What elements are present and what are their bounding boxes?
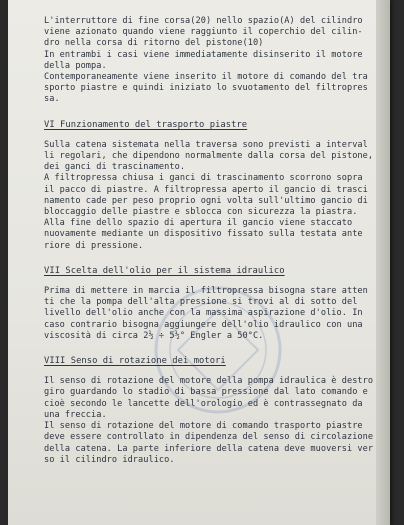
- text-line: Sulla catena sistemata nella traversa sono previsti a interval: [44, 139, 368, 150]
- text-line: Alla fine dello spazio di apertura il gancio viene staccato: [44, 218, 353, 229]
- text-line: dro nella corsa di ritorno del pistone(10): [44, 38, 264, 49]
- text-line: li regolari, che dipendono normalmente dalla corsa del pistone,: [44, 151, 374, 162]
- section-viii-body: [44, 376, 384, 466]
- text-line: della catena. La parte inferiore della catena deve muoversi ver: [44, 443, 374, 454]
- text-line: viscosità di circa 2½ ÷ 5½° Engler a 50°C.: [44, 330, 264, 341]
- text-line: namento cade per peso proprio ogni volta sull'ultimo gancio di: [44, 195, 368, 206]
- text-line: cioè secondo le lancette dell'orologio ed è contrassegnato da: [44, 398, 363, 409]
- section-vii-body: [44, 286, 384, 342]
- text-line: nuovamente mediante un dispositivo fissato sulla testata ante: [44, 229, 363, 240]
- section-heading-vii: VII Scelta dell'olio per il sistema idraulico: [44, 265, 285, 276]
- text-line: Il senso di rotazione del motore di comando trasporto piastre: [44, 421, 363, 432]
- text-line: dei ganci di trascinamento.: [44, 162, 186, 173]
- text-line: livello dell'olio anche con la massima aspirazione d'olio. In: [44, 308, 363, 319]
- text-line: Prima di mettere in marcia il filtropressa bisogna stare atten: [44, 286, 368, 297]
- text-line: ti che la pompa dell'alta pressione si trovi al di sotto del: [44, 297, 358, 308]
- text-line: deve essere controllato in dipendenza del senso di circolazione: [44, 432, 374, 443]
- section-vi-body: [44, 140, 384, 252]
- section-heading-viii: VIII Senso di rotazione dei motori: [44, 356, 226, 367]
- document-page: [8, 0, 390, 525]
- text-line: sa.: [44, 94, 60, 105]
- text-line: In entrambi i casi viene immediatamente disinserito il motore: [44, 49, 363, 60]
- text-line: bloccaggio delle piastre e sblocca con sicurezza la piastra.: [44, 207, 358, 218]
- text-line: viene azionato quando viene raggiunto il coperchio del cilin-: [44, 27, 363, 38]
- text-line: so il cilindro idraulico.: [44, 454, 175, 465]
- section-heading-vi: VI Funzionamento del trasporto piastre: [44, 119, 248, 130]
- text-line: giro guardando lo stadio di bassa pressione dal lato comando e: [44, 387, 368, 398]
- text-line: caso contrario bisogna aggiungere dell'olio idraulico con una: [44, 319, 363, 330]
- text-line: il pacco di piastre. A filtropressa aperto il gancio di trasci: [44, 184, 368, 195]
- text-line: riore di pressione.: [44, 240, 144, 251]
- text-line: sporto piastre e quindi iniziato lo svuotamento del filtropres: [44, 83, 368, 94]
- text-line: L'interruttore di fine corsa(20) nello spazio(A) del cilindro: [44, 16, 363, 26]
- text-line: A filtropressa chiusa i ganci di trascinamento scorrono sopra: [44, 173, 363, 184]
- text-line: Contemporaneamente viene inserito il motore di comando del tra: [44, 72, 368, 83]
- typewritten-text: [44, 16, 384, 480]
- text-line: una freccia.: [44, 409, 107, 420]
- text-line: della pompa.: [44, 60, 107, 71]
- text-line: Il senso di rotazione del motore della pompa idraulica è destro: [44, 376, 374, 387]
- intro-paragraph: [44, 16, 384, 106]
